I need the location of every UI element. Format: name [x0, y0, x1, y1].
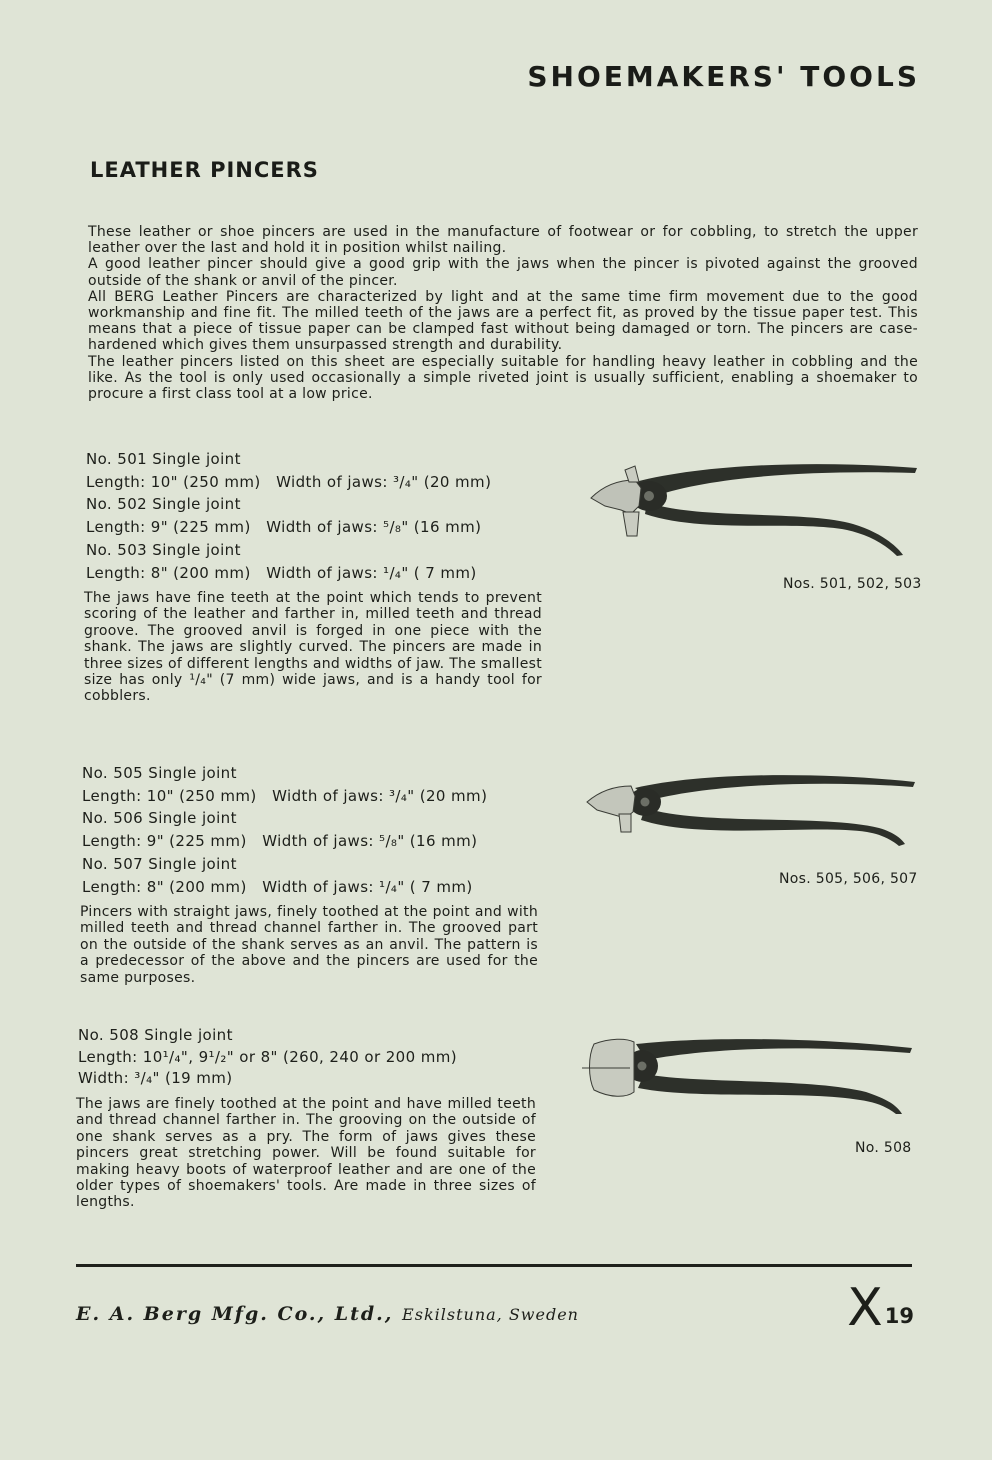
length-value: Length: 10¹/₄", 9¹/₂" or 8" (260, 240 or 200 mm): [78, 1047, 457, 1066]
model-line: No. 507 Single joint: [82, 854, 237, 873]
figure-caption: Nos. 501, 502, 503: [783, 576, 922, 592]
company-name: E. A. Berg Mfg. Co., Ltd.,: [76, 1303, 394, 1325]
jaw-width-value: Width of jaws: ³/₄" (20 mm): [272, 786, 488, 805]
dimensions-line: [82, 785, 487, 808]
page-number-value: 19: [884, 1304, 914, 1328]
product-group-505-spec: [82, 762, 487, 898]
length-value: Length: 9" (225 mm): [82, 832, 247, 851]
jaw-width-value: Width of jaws: ⁵/₈" (16 mm): [266, 518, 482, 537]
intro-paragraph: All BERG Leather Pincers are characterized by light and at the same time firm movement due to the good workmanship and fine fit. The milled teeth of the jaws are a perfect fit, as proved by the tissue paper test. This means that a piece of tissue paper can be clamped fast without being damaged or torn. The pincers are case-hardened which gives them unsurpassed strength and durability.: [88, 288, 918, 354]
footer-divider: [76, 1264, 912, 1267]
product-description: Pincers with straight jaws, finely toothed at the point and with milled teeth and thread channel farther in. The grooved part on the outside of the shank serves as an anvil. The pattern is a predecessor of the above and the pincers are used for the same purposes.: [80, 904, 538, 986]
company-location: Eskilstuna, Sweden: [402, 1305, 579, 1324]
jaw-width-value: Width of jaws: ¹/₄" ( 7 mm): [262, 877, 473, 896]
product-group-508-spec: [78, 1025, 457, 1090]
dimensions-line: [82, 876, 487, 899]
length-value: Length: 9" (225 mm): [86, 518, 251, 537]
footer-imprint: [76, 1303, 579, 1325]
length-value: Length: 10" (250 mm): [82, 786, 257, 805]
intro-text: [88, 224, 918, 402]
product-description: The jaws have fine teeth at the point which tends to prevent scoring of the leather and farther in, milled teeth and thread groove. The grooved anvil is forged in one piece with the shank. The jaws are slightly curved. The pincers are made in three sizes of different lengths and widths of jaw. The smallest size has only ¹/₄" (7 mm) wide jaws, and is a handy tool for cobblers.: [84, 590, 542, 705]
model-line: No. 503 Single joint: [86, 540, 241, 559]
pincers-505-illustration: [583, 770, 918, 848]
product-group-501-spec: [86, 448, 491, 584]
model-line: No. 508 Single joint: [78, 1026, 233, 1044]
dimensions-line: [86, 562, 491, 585]
figure-caption: Nos. 505, 506, 507: [779, 871, 918, 887]
intro-paragraph: A good leather pincer should give a good grip with the jaws when the pincer is pivoted against the grooved outside of the shank or anvil of the pincer.: [88, 256, 918, 289]
length-value: Length: 8" (200 mm): [82, 877, 247, 896]
model-line: No. 505 Single joint: [82, 764, 237, 782]
page-section-letter: X: [847, 1278, 883, 1338]
section-title: LEATHER PINCERS: [90, 158, 319, 182]
length-value: Length: 8" (200 mm): [86, 563, 251, 582]
pincers-501-illustration: [585, 458, 920, 558]
intro-paragraph: The leather pincers listed on this sheet are especially suitable for handling heavy leather in cobbling and the like. As the tool is only used occasionally a simple riveted joint is usually sufficient, enabling a shoemaker to procure a first class tool at a low price.: [88, 353, 918, 403]
page-header-title: SHOEMAKERS' TOOLS: [527, 60, 920, 93]
pincers-508-illustration: [580, 1034, 915, 1116]
model-line: No. 501 Single joint: [86, 450, 241, 468]
figure-caption: No. 508: [855, 1140, 912, 1156]
length-value: Length: 10" (250 mm): [86, 472, 261, 491]
dimensions-line: [82, 830, 487, 853]
dimensions-line: [86, 516, 491, 539]
jaw-width-value: Width: ³/₄" (19 mm): [78, 1069, 233, 1087]
intro-paragraph: These leather or shoe pincers are used in the manufacture of footwear or for cobbling, to stretch the upper leather over the last and hold it in position whilst nailing.: [88, 224, 918, 257]
model-line: No. 502 Single joint: [86, 495, 241, 514]
page-number: [847, 1278, 914, 1338]
product-description: The jaws are finely toothed at the point and have milled teeth and thread channel farther in. The grooving on the outside of one shank serves as a pry. The form of jaws gives these pincers great stretching power. Will be found suitable for making heavy boots of waterproof leather and are one of the older types of shoemakers' tools. Are made in three sizes of lengths.: [76, 1096, 536, 1211]
dimensions-line: [86, 471, 491, 494]
jaw-width-value: Width of jaws: ¹/₄" ( 7 mm): [266, 563, 477, 582]
jaw-width-value: Width of jaws: ³/₄" (20 mm): [276, 472, 492, 491]
model-line: No. 506 Single joint: [82, 809, 237, 828]
jaw-width-value: Width of jaws: ⁵/₈" (16 mm): [262, 832, 478, 851]
